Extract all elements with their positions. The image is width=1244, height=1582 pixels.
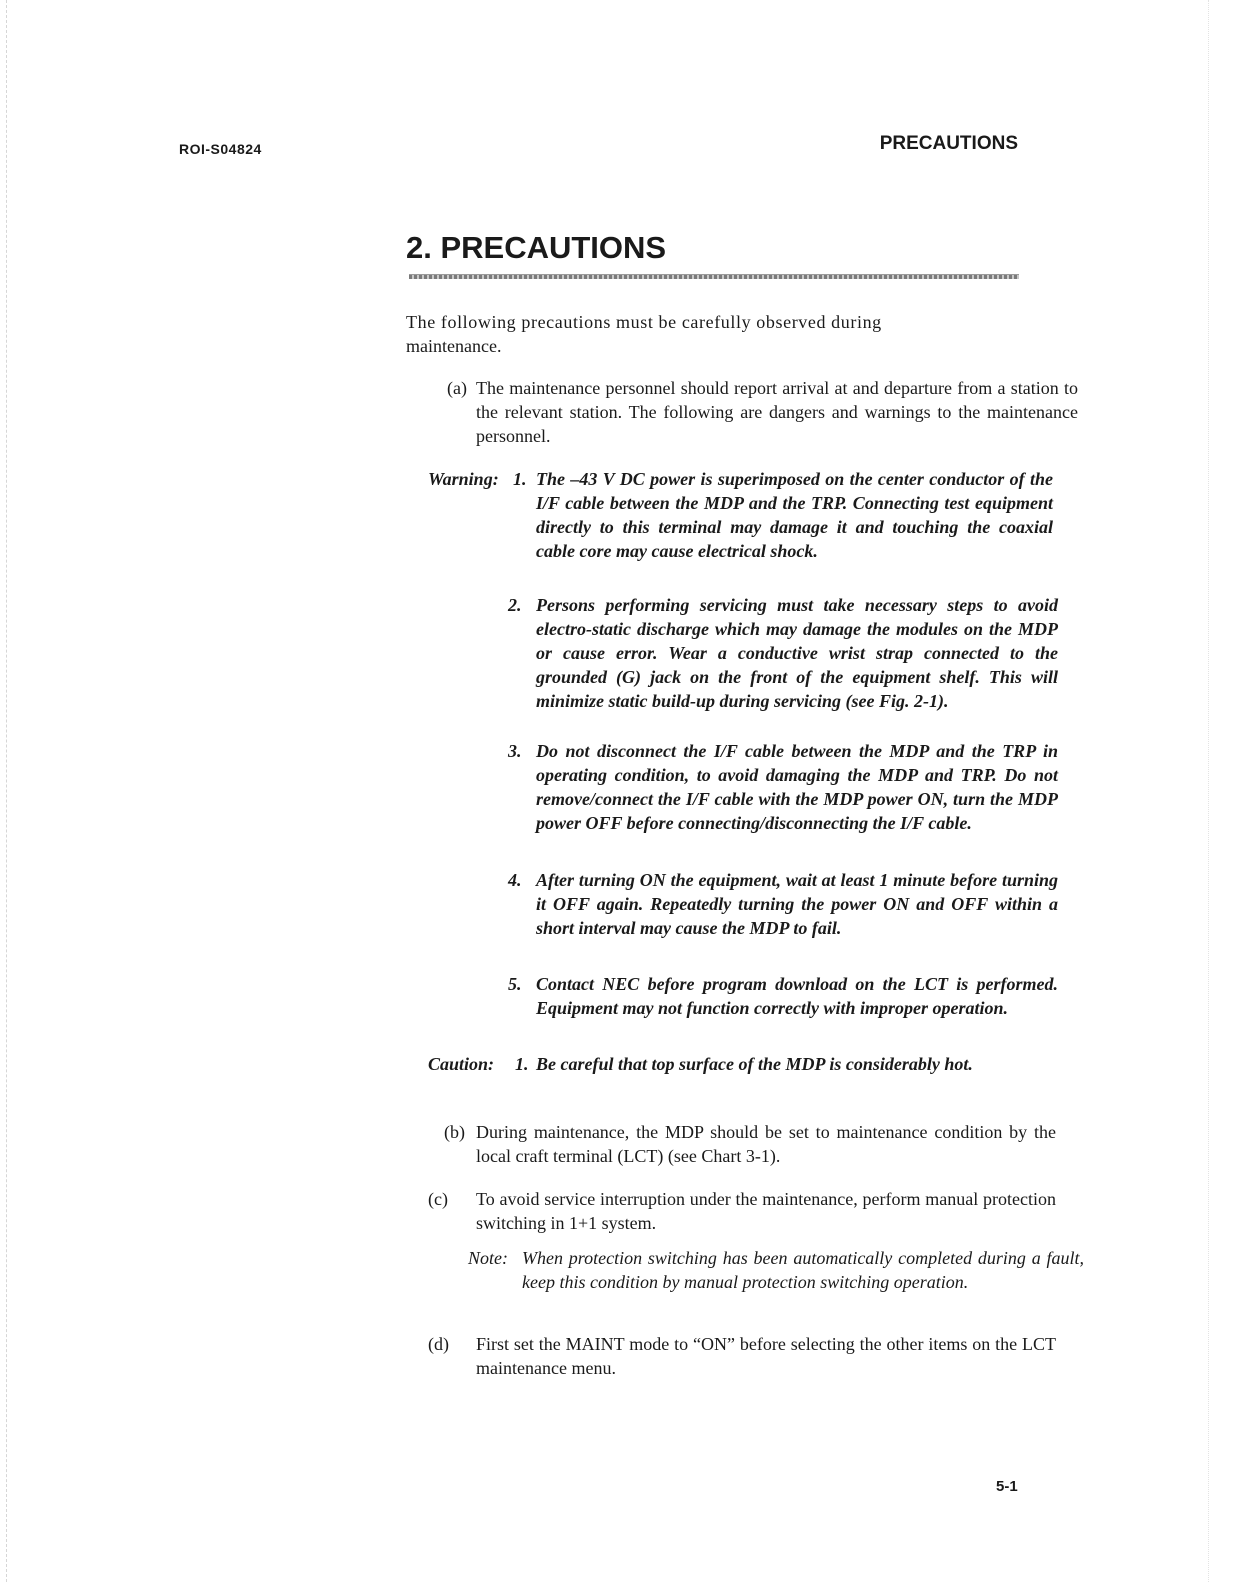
warning-number: 2. (508, 595, 522, 615)
list-item-b (428, 1120, 1056, 1168)
warning-item-3 (508, 739, 1058, 835)
caution-item-1 (515, 1052, 1026, 1076)
warning-text: After turning ON the equipment, wait at least 1 minute before turning it OFF again. Repeatedly turning the power ON and OFF within a short interval may cause the MDP to fail. (536, 870, 1058, 938)
note (468, 1246, 1084, 1294)
running-header-section: PRECAUTIONS (879, 133, 1018, 154)
warning-item-5 (508, 972, 1058, 1020)
warning-number: 3. (508, 741, 522, 761)
warning-item-2 (508, 593, 1058, 713)
intro-line-1: The following precautions must be carefully observed during (406, 312, 882, 332)
warning-text: Do not disconnect the I/F cable between the MDP and the TRP in operating condition, to avoid damaging the MDP and TRP. Do not remove/connect the I/F cable with the MDP power ON, turn the MDP power OFF before connecting/disconnecting the I/F cable. (536, 741, 1058, 833)
note-label: Note: (468, 1248, 508, 1268)
warning-number: 4. (508, 870, 522, 890)
warning-item-1 (513, 467, 1053, 563)
intro-line-2: maintenance. (406, 336, 502, 356)
list-marker: (b) (444, 1122, 465, 1142)
note-text: When protection switching has been automatically completed during a fault, keep this condition by manual protection switching operation. (522, 1248, 1084, 1292)
list-item-d (428, 1332, 1056, 1380)
list-item-a (428, 376, 1078, 448)
page-title: 2. PRECAUTIONS (406, 230, 667, 265)
list-marker: (d) (428, 1334, 449, 1354)
caution-text: Be careful that top surface of the MDP is considerably hot. (536, 1054, 973, 1074)
warning-item-4 (508, 868, 1058, 940)
list-marker: (c) (428, 1189, 448, 1209)
warning-text: Contact NEC before program download on the LCT is performed. Equipment may not function correctly with improper operation. (536, 974, 1058, 1018)
intro-paragraph (406, 310, 1026, 358)
title-underline-rule (409, 274, 1019, 279)
list-item-c (428, 1187, 1056, 1235)
list-marker: (a) (447, 378, 467, 398)
list-item-text: First set the MAINT mode to “ON” before selecting the other items on the LCT maintenance menu. (476, 1334, 1056, 1378)
scan-edge-left (6, 0, 7, 1582)
warning-number: 5. (508, 974, 522, 994)
page-number: 5-1 (996, 1478, 1018, 1495)
warning-text: The –43 V DC power is superimposed on the center conductor of the I/F cable between the MDP and the TRP. Connecting test equipment directly to this terminal may damage it and touching the coaxial cable core may cause electrical shock. (536, 469, 1053, 561)
list-item-text: To avoid service interruption under the maintenance, perform manual protection switching in 1+1 system. (476, 1189, 1056, 1233)
caution-number: 1. (515, 1054, 529, 1074)
document-id: ROI-S04824 (179, 141, 262, 157)
warning-number: 1. (513, 469, 527, 489)
list-item-text: During maintenance, the MDP should be set to maintenance condition by the local craft terminal (LCT) (see Chart 3-1). (476, 1122, 1056, 1166)
caution-label: Caution: (428, 1054, 495, 1074)
list-item-text: The maintenance personnel should report arrival at and departure from a station to the relevant station. The following are dangers and warnings to the maintenance personnel. (476, 378, 1078, 446)
warning-text: Persons performing servicing must take necessary steps to avoid electro-static discharge which may damage the modules on the MDP or cause error. Wear a conductive wrist strap connected to the grounded (G) jack on the front of the equipment shelf. This will minimize static build-up during servicing (see Fig. 2-1). (536, 595, 1058, 711)
scan-edge-right (1208, 0, 1209, 1582)
warning-label: Warning: (428, 469, 499, 489)
